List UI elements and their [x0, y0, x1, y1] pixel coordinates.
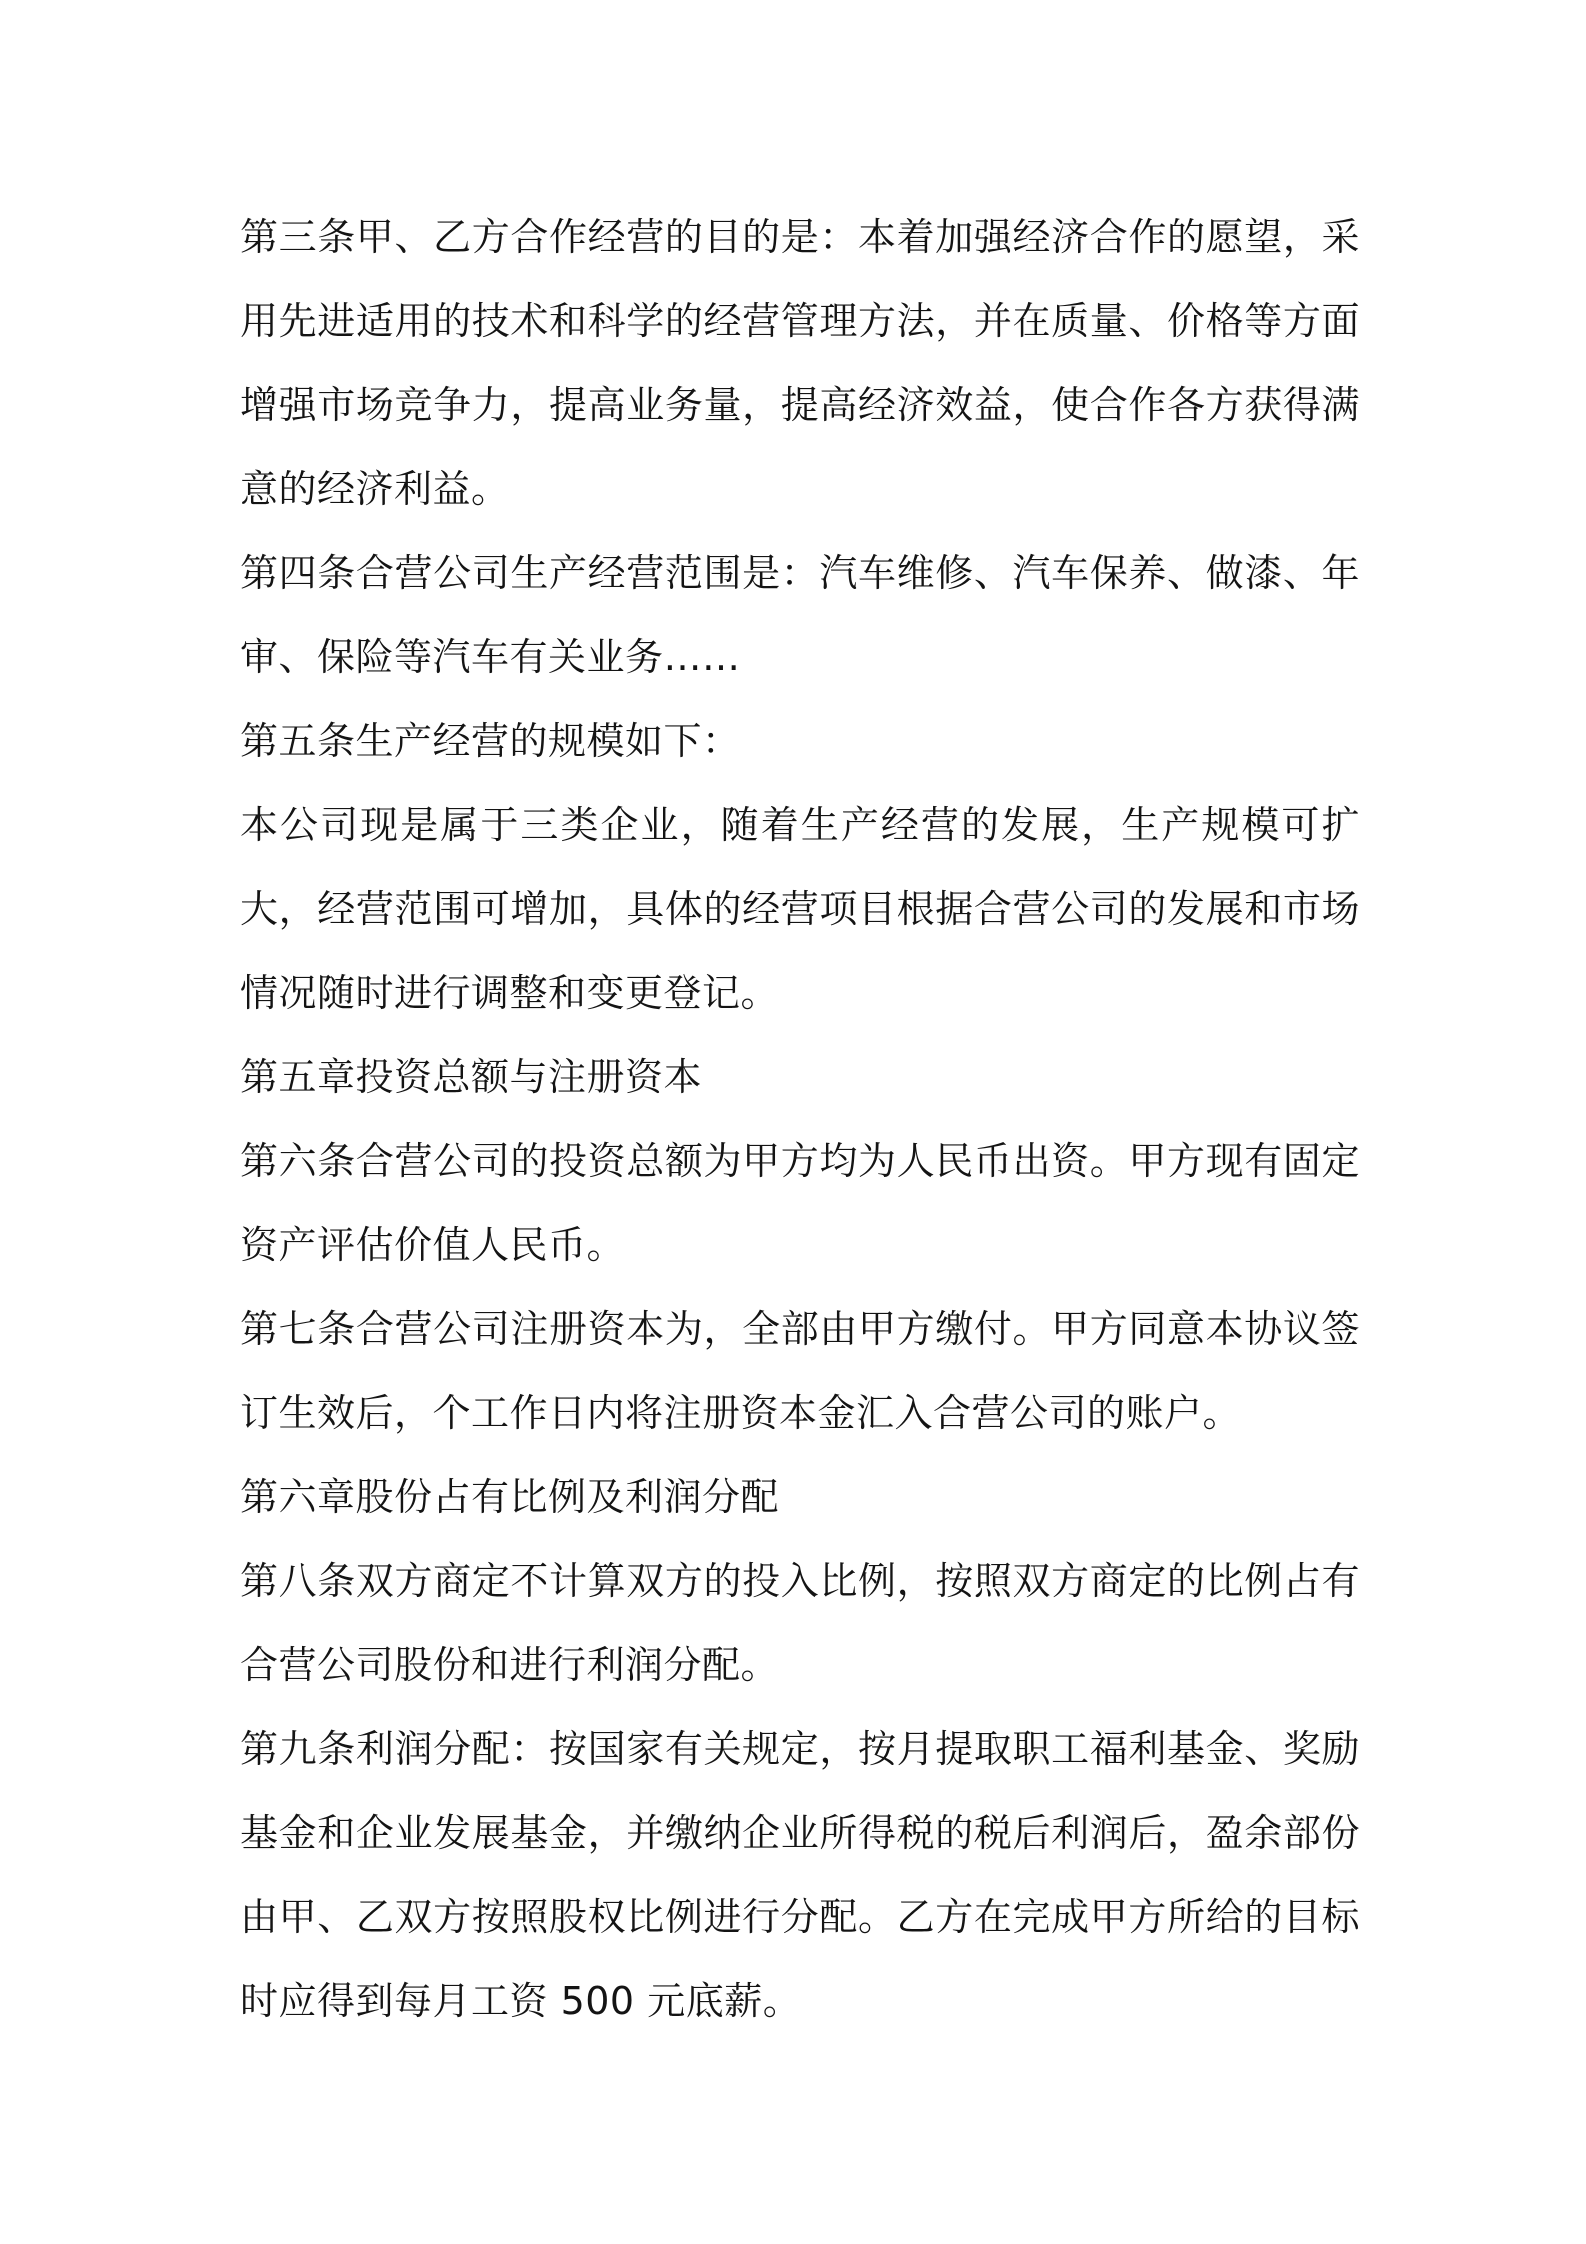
paragraph-article-7: 第七条合营公司注册资本为，全部由甲方缴付。甲方同意本协议签订生效后，个工作日内将注册资本金汇入合营公司的账户。	[240, 1307, 1360, 1435]
chapter-6-heading: 第六章股份占有比例及利润分配	[240, 1475, 780, 1519]
paragraph-article-3: 第三条甲、乙方合作经营的目的是：本着加强经济合作的愿望，采用先进适用的技术和科学的经营管理方法，并在质量、价格等方面增强市场竞争力，提高业务量，提高经济效益，使合作各方获得满意的经济利益。	[240, 215, 1360, 511]
paragraph-article-9: 第九条利润分配：按国家有关规定，按月提取职工福利基金、奖励基金和企业发展基金，并缴纳企业所得税的税后利润后，盈余部份由甲、乙双方按照股权比例进行分配。乙方在完成甲方所给的目标时应得到每月工资 500 元底薪。	[240, 1727, 1360, 2023]
paragraph-article-4: 第四条合营公司生产经营范围是：汽车维修、汽车保养、做漆、年审、保险等汽车有关业务……	[240, 551, 1360, 679]
document-body	[240, 195, 1360, 2043]
paragraph-article-5-body: 本公司现是属于三类企业，随着生产经营的发展，生产规模可扩大，经营范围可增加，具体的经营项目根据合营公司的发展和市场情况随时进行调整和变更登记。	[240, 803, 1360, 1015]
paragraph-article-5-heading: 第五条生产经营的规模如下：	[240, 719, 741, 763]
chapter-5-heading: 第五章投资总额与注册资本	[240, 1055, 703, 1099]
paragraph-article-6: 第六条合营公司的投资总额为甲方均为人民币出资。甲方现有固定资产评估价值人民币。	[240, 1139, 1360, 1267]
paragraph-article-8: 第八条双方商定不计算双方的投入比例，按照双方商定的比例占有合营公司股份和进行利润分配。	[240, 1559, 1360, 1687]
